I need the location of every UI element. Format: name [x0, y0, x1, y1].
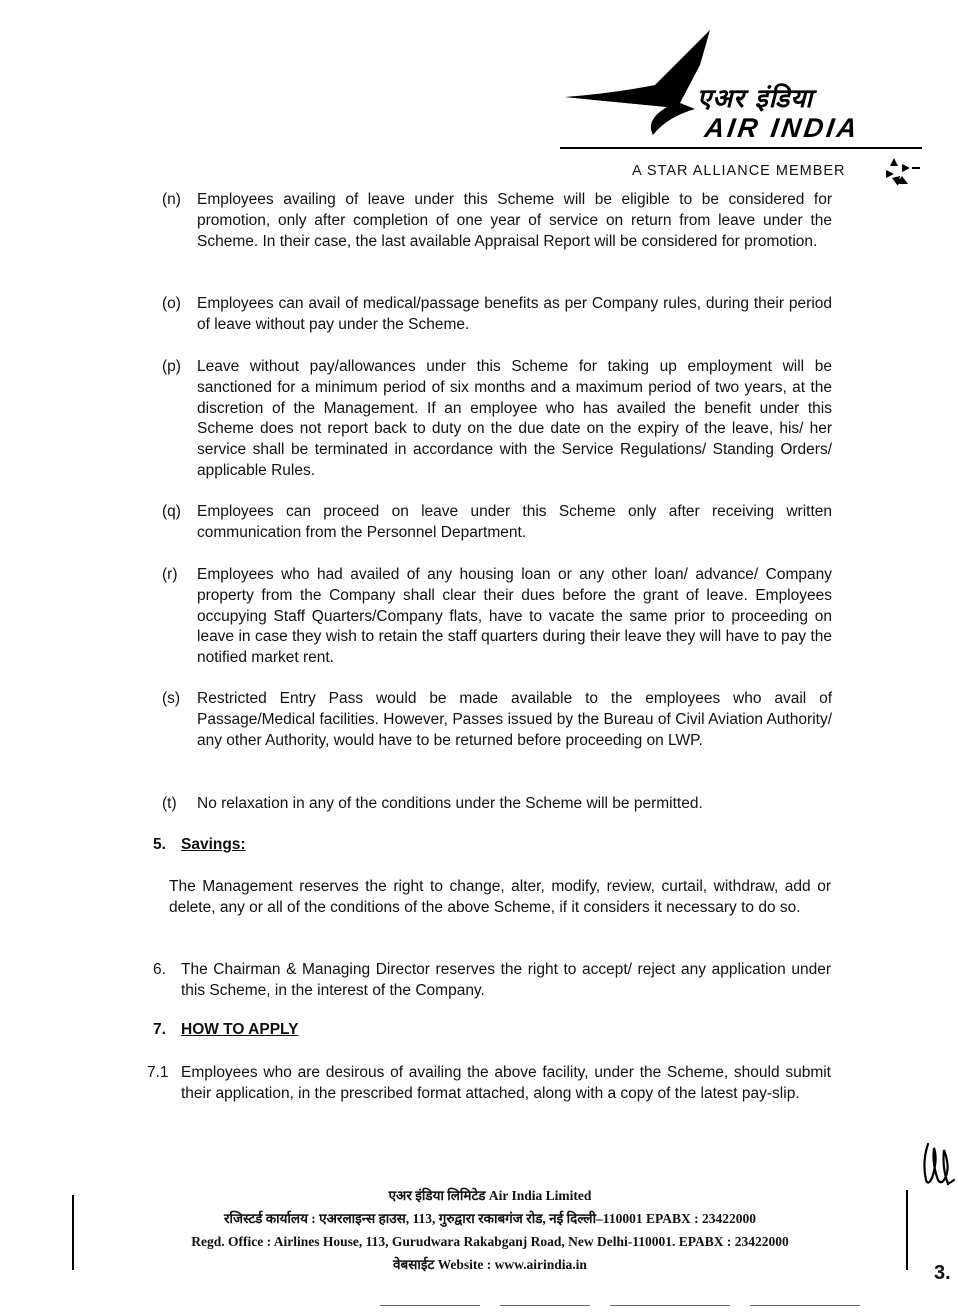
clause-text: Employees availing of leave under this Scheme will be eligible to be considered for promotion, only after completion of one year of service on return from leave under the Scheme. In their case, the last available Appraisal Report will be considered for promotion.	[197, 191, 832, 250]
clause-marker: (n)	[162, 191, 181, 208]
clause-p	[162, 357, 832, 482]
clause-text: Restricted Entry Pass would be made available to the employees who avail of Passage/Medical facilities. However, Passes issued by the Bureau of Civil Aviation Authority/ any other Authority, would have to be returned before proceeding on LWP.	[197, 690, 832, 749]
footer-hindi-address: रजिस्टर्ड कार्यालय : एअरलाइन्स हाउस, 113, गुरुद्वारा रकाबगंज रोड, नई दिल्ली–110001 EPABX : 23422000	[224, 1211, 756, 1226]
air-india-logo	[555, 25, 930, 150]
footer-company-name: एअर इंडिया लिमिटेड Air India Limited	[388, 1188, 592, 1203]
item-7-1	[147, 1063, 831, 1105]
footer-right-bar	[906, 1190, 908, 1270]
clause-marker: (o)	[162, 295, 181, 312]
item-number: 7.1	[147, 1064, 169, 1081]
savings-heading	[153, 836, 246, 854]
footer-left-bar	[72, 1195, 74, 1270]
header-rule	[560, 147, 922, 149]
clause-t	[162, 794, 832, 815]
footer-english-address: Regd. Office : Airlines House, 113, Gurudwara Rakabganj Road, New Delhi-110001. EPABX : 23422000	[191, 1234, 789, 1249]
clause-r	[162, 565, 832, 669]
item-number: 6.	[153, 961, 166, 978]
clause-marker: (p)	[162, 358, 181, 375]
section-title: Savings:	[181, 836, 246, 853]
section-number: 7.	[153, 1021, 166, 1038]
clause-s	[162, 689, 832, 751]
clause-marker: (q)	[162, 503, 181, 520]
handwritten-initials-icon	[918, 1140, 956, 1192]
clause-q	[162, 502, 832, 544]
logo-english-text: AIR INDIA	[702, 113, 862, 143]
clause-text: Employees can proceed on leave under this Scheme only after receiving written communication from the Personnel Department.	[197, 503, 832, 541]
how-to-apply-heading	[153, 1021, 298, 1039]
bottom-rule-segment	[750, 1305, 860, 1306]
clause-marker: (s)	[162, 690, 181, 707]
clause-marker: (t)	[162, 795, 177, 812]
clause-text: Leave without pay/allowances under this Scheme for taking up employment will be sanctioned for a minimum period of six months and a maximum period of two years, at the discretion of the Management. If an employee who has availed the benefit under this Scheme does not report back to duty on the due date on the expiry of the leave, his/ her service shall be terminated in accordance with the Service Regulations/ Standing Orders/ applicable Rules.	[197, 358, 832, 479]
savings-text: The Management reserves the right to change, alter, modify, review, curtail, withdraw, add or delete, any or all of the conditions of the above Scheme, if it considers it necessary to do so.	[169, 878, 831, 916]
item-text: Employees who are desirous of availing the above facility, under the Scheme, should submit their application, in the prescribed format attached, along with a copy of the latest pay-slip.	[181, 1064, 831, 1102]
clause-marker: (r)	[162, 566, 178, 583]
clause-text: Employees can avail of medical/passage benefits as per Company rules, during their period of leave without pay under the Scheme.	[197, 295, 832, 333]
bottom-rule-segment	[610, 1305, 730, 1306]
footer-website: वेबसाईट Website : www.airindia.in	[393, 1257, 587, 1272]
clause-text: No relaxation in any of the conditions under the Scheme will be permitted.	[197, 795, 703, 812]
clause-o	[162, 294, 832, 336]
clause-text: Employees who had availed of any housing loan or any other loan/ advance/ Company property from the Company shall clear their dues before the grant of leave. Employees occupying Staff Quarters/Company flats, have to vacate the same prior to proceeding on leave in case they wish to retain the staff quarters during their leave they will have to pay the notified market rent.	[197, 566, 832, 667]
section-title: HOW TO APPLY	[181, 1021, 299, 1038]
logo-hindi-text: एअर इंडिया	[697, 84, 814, 114]
footer-address	[80, 1184, 900, 1276]
item-6	[153, 960, 831, 1002]
clause-n	[162, 190, 832, 252]
page-number: 3.	[934, 1262, 951, 1284]
bottom-rule-segment	[380, 1305, 480, 1306]
star-alliance-logo-icon	[884, 156, 924, 188]
item-text: The Chairman & Managing Director reserves the right to accept/ reject any application under this Scheme, in the interest of the Company.	[181, 961, 831, 999]
star-alliance-text: A STAR ALLIANCE MEMBER	[632, 163, 846, 179]
bottom-rule-segment	[500, 1305, 590, 1306]
section-number: 5.	[153, 836, 166, 853]
